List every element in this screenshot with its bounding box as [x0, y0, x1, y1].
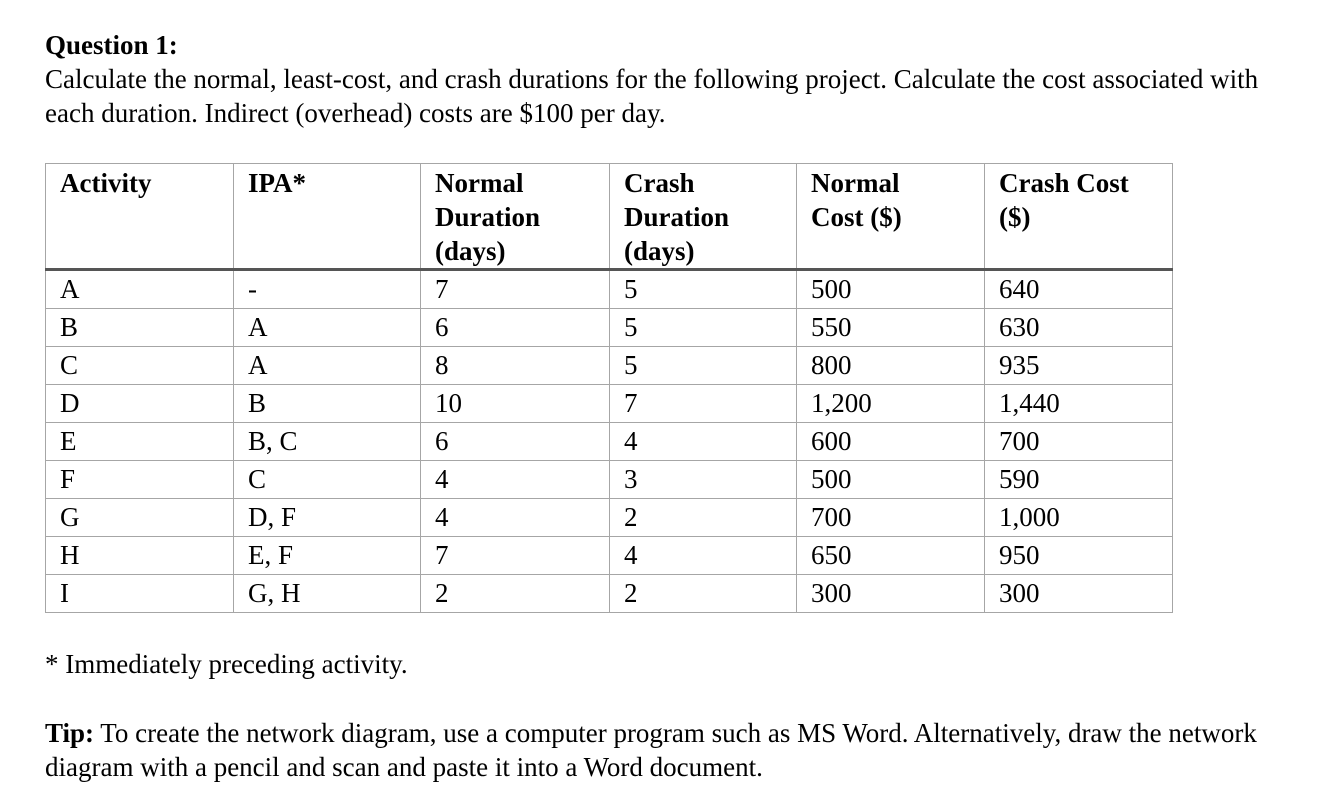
header-line: Activity [60, 168, 152, 198]
cell-crash-duration: 2 [610, 575, 797, 613]
cell-activity: C [46, 347, 234, 385]
cell-crash-cost: 1,440 [985, 385, 1173, 423]
cell-normal-duration: 7 [421, 270, 610, 309]
header-line: Cost ($) [811, 202, 902, 232]
cell-ipa: A [234, 347, 421, 385]
cell-crash-duration: 2 [610, 499, 797, 537]
cell-crash-cost: 630 [985, 309, 1173, 347]
cell-crash-cost: 300 [985, 575, 1173, 613]
table-row [46, 537, 1173, 575]
cell-normal-duration: 4 [421, 461, 610, 499]
header-crash-duration [610, 164, 797, 270]
project-activity-table [45, 163, 1173, 613]
cell-crash-cost: 590 [985, 461, 1173, 499]
cell-normal-duration: 7 [421, 537, 610, 575]
header-ipa [234, 164, 421, 270]
cell-normal-cost: 500 [797, 461, 985, 499]
cell-ipa: B [234, 385, 421, 423]
header-line: ($) [999, 202, 1031, 232]
table-row [46, 270, 1173, 309]
cell-normal-duration: 6 [421, 309, 610, 347]
header-line: Normal [811, 168, 900, 198]
cell-activity: G [46, 499, 234, 537]
tip-paragraph [45, 716, 1305, 784]
cell-activity: F [46, 461, 234, 499]
cell-crash-cost: 640 [985, 270, 1173, 309]
cell-activity: E [46, 423, 234, 461]
header-line: (days) [435, 236, 506, 266]
table-row [46, 499, 1173, 537]
cell-activity: B [46, 309, 234, 347]
cell-normal-cost: 700 [797, 499, 985, 537]
cell-crash-cost: 950 [985, 537, 1173, 575]
cell-crash-duration: 4 [610, 423, 797, 461]
header-line: Crash [624, 168, 695, 198]
footnote: * Immediately preceding activity. [45, 649, 408, 679]
cell-normal-duration: 2 [421, 575, 610, 613]
cell-normal-cost: 500 [797, 270, 985, 309]
header-line: Crash Cost [999, 168, 1129, 198]
cell-normal-duration: 10 [421, 385, 610, 423]
table-row [46, 309, 1173, 347]
cell-activity: A [46, 270, 234, 309]
header-line: Normal [435, 168, 524, 198]
cell-normal-cost: 1,200 [797, 385, 985, 423]
cell-normal-cost: 800 [797, 347, 985, 385]
table-row [46, 461, 1173, 499]
table-header-row [46, 164, 1173, 270]
header-activity [46, 164, 234, 270]
cell-normal-duration: 6 [421, 423, 610, 461]
question-text: Calculate the normal, least-cost, and crash durations for the following project. Calculate the cost associated with each duration. Indirect (overhead) costs are $100 per day. [45, 64, 1259, 128]
cell-ipa: B, C [234, 423, 421, 461]
tip-label: Tip: [45, 718, 95, 748]
header-line: IPA* [248, 168, 306, 198]
table-row [46, 575, 1173, 613]
cell-crash-duration: 3 [610, 461, 797, 499]
cell-crash-cost: 1,000 [985, 499, 1173, 537]
cell-crash-duration: 7 [610, 385, 797, 423]
header-normal-cost [797, 164, 985, 270]
table-row [46, 423, 1173, 461]
cell-crash-cost: 935 [985, 347, 1173, 385]
cell-normal-cost: 600 [797, 423, 985, 461]
cell-ipa: E, F [234, 537, 421, 575]
cell-crash-duration: 4 [610, 537, 797, 575]
question-title: Question 1: [45, 30, 178, 60]
cell-activity: I [46, 575, 234, 613]
header-line: Duration [624, 202, 730, 232]
cell-ipa: C [234, 461, 421, 499]
cell-crash-cost: 700 [985, 423, 1173, 461]
cell-normal-cost: 300 [797, 575, 985, 613]
cell-ipa: - [234, 270, 421, 309]
cell-activity: H [46, 537, 234, 575]
cell-crash-duration: 5 [610, 347, 797, 385]
cell-normal-duration: 8 [421, 347, 610, 385]
cell-ipa: G, H [234, 575, 421, 613]
cell-crash-duration: 5 [610, 309, 797, 347]
header-normal-duration [421, 164, 610, 270]
cell-normal-cost: 550 [797, 309, 985, 347]
table-row [46, 385, 1173, 423]
header-crash-cost [985, 164, 1173, 270]
header-line: Duration [435, 202, 541, 232]
tip-text: To create the network diagram, use a computer program such as MS Word. Alternatively, draw the network diagram with a pencil and scan and paste it into a Word document. [45, 718, 1257, 782]
cell-activity: D [46, 385, 234, 423]
header-line: (days) [624, 236, 695, 266]
cell-crash-duration: 5 [610, 270, 797, 309]
cell-normal-cost: 650 [797, 537, 985, 575]
cell-normal-duration: 4 [421, 499, 610, 537]
table-row [46, 347, 1173, 385]
cell-ipa: D, F [234, 499, 421, 537]
cell-ipa: A [234, 309, 421, 347]
